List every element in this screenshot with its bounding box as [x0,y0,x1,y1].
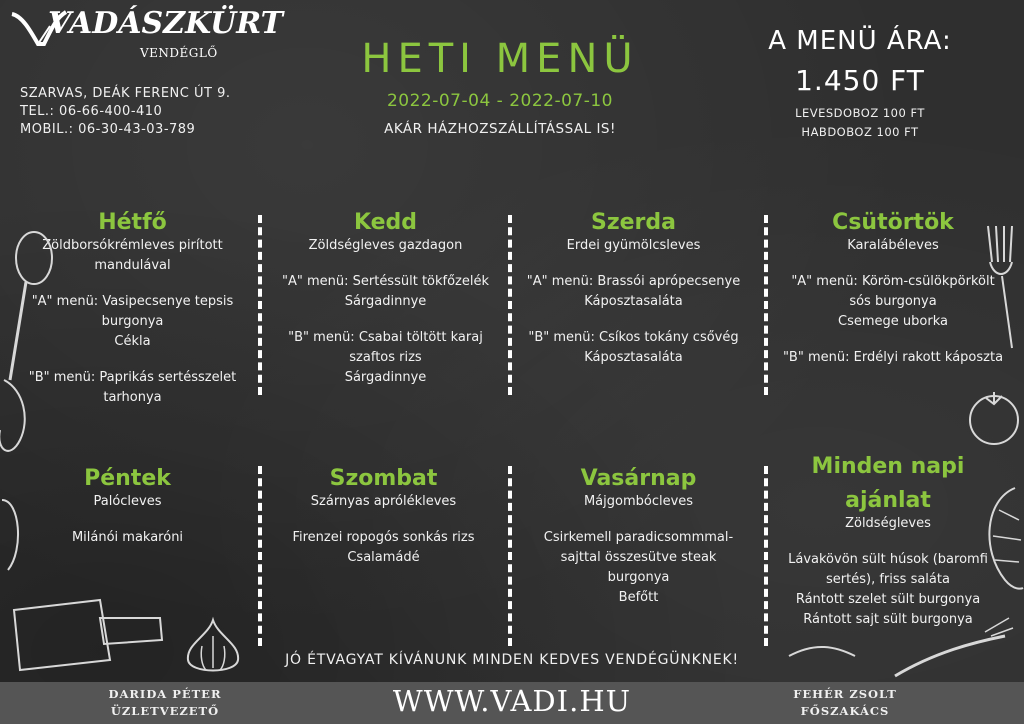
menu-item: Rántott sajt sült burgonya [803,612,973,627]
soup-box-price: LEVESDOBOZ 100 FT [795,106,925,120]
menu-item: Sárgadinnye [344,294,427,309]
menu-item: Rántott szelet sült burgonya [795,592,981,607]
fork-icon [982,222,1024,352]
menu-item: "B" menü: Paprikás sertésszelet [28,370,237,385]
menu-item: Palócleves [93,494,162,509]
menu-item: Csalamádé [347,550,420,565]
address: SZARVAS, DEÁK FERENC ÚT 9. [20,86,231,101]
menu-item: Erdei gyümölcsleves [566,238,701,253]
date-range: 2022-07-04 - 2022-07-10 [386,91,614,111]
day-name: ajánlat [845,488,931,513]
menu-item: "A" menü: Brassói aprópecsenye [526,274,741,289]
mobile: MOBIL.: 06-30-43-03-789 [20,122,196,137]
menu-item: sertés), friss saláta [826,572,950,587]
menu-item: Milánói makaróni [71,530,184,545]
brand-name: VADÁSZKÜRT [48,6,283,41]
page-title: HETI MENÜ [361,36,639,82]
menu-item: burgonya [607,570,670,585]
day-name: Vasárnap [580,466,697,491]
menu-item: Csemege uborka [838,314,948,329]
menu-item: Firenzei ropogós sonkás rizs [292,530,475,545]
menu-item: Szárnyas aprólékleves [310,494,457,509]
price-label: A MENÜ ÁRA: [768,26,952,56]
menu-item: Zöldségleves gazdagon [308,238,463,253]
menu-item: Lávakövön sült húsok (baromfi [788,552,988,567]
phone: TEL.: 06-66-400-410 [20,104,163,119]
closing-message: JÓ ÉTVAGYAT KÍVÁNUNK MINDEN KEDVES VENDÉGÜNKNEK! [285,652,739,668]
spoon-drumstick-illustration [0,230,60,470]
menu-item: Zöldségleves [845,516,931,531]
brand-subtitle: VENDÉGLŐ [140,46,218,60]
sausage-bread-garlic-illustration [0,490,175,680]
day-wednesday [506,210,761,368]
day-saturday [256,466,511,568]
menu-item: Zöldborsókrémleves pirított [42,238,223,253]
day-name: Minden napi [811,454,965,479]
menu-item: "A" menü: Köröm-csülökpörkölt [791,274,995,289]
left-signature [90,686,240,720]
restaurant-logo [8,6,283,76]
column-divider [508,466,512,646]
menu-item: Befőtt [618,590,659,605]
menu-item: "B" menü: Erdélyi rakott káposzta [782,350,1004,365]
day-tuesday [258,210,513,388]
signature-role: FŐSZAKÁCS [800,704,890,718]
menu-item: "A" menü: Vasipecsenye tepsis [31,294,234,309]
website-link[interactable]: WWW.VADI.HU [392,684,632,718]
signature-name: FEHÉR ZSOLT [793,687,897,701]
carrot-chili-illustration [785,612,1015,682]
menu-item: tarhonya [103,390,162,405]
menu-item: Csirkemell paradicsommmal- [543,530,734,545]
column-divider [508,215,512,395]
signature-name: DARIDA PÉTER [108,687,222,701]
day-name: Szombat [329,466,438,491]
menu-item: mandulával [94,258,171,273]
day-name: Péntek [84,466,171,491]
day-name: Kedd [353,210,418,235]
day-name: Szerda [590,210,676,235]
column-divider [258,466,262,646]
foam-box-price: HABDOBOZ 100 FT [801,125,919,139]
menu-item: sajttal összesütve steak [560,550,717,565]
column-divider [764,466,768,646]
column-divider [258,215,262,395]
menu-item: Káposztasaláta [584,350,683,365]
tomato-icon [960,388,1024,448]
price-value: 1.450 FT [795,64,925,97]
delivery-note: AKÁR HÁZHOZSZÁLLÍTÁSSAL IS! [384,121,616,137]
right-signature [770,686,920,720]
menu-item: Sárgadinnye [344,370,427,385]
day-sunday [511,466,766,608]
contact-info [20,85,230,139]
menu-item: Káposztasaláta [584,294,683,309]
menu-item: Cékla [114,334,151,349]
day-name: Csütörtök [832,210,954,235]
menu-item: szaftos rizs [349,350,422,365]
column-divider [764,215,768,395]
menu-item: Karalábéleves [847,238,939,253]
day-name: Hétfő [98,210,167,235]
signature-role: ÜZLETVEZETŐ [110,704,220,718]
menu-item: "A" menü: Sertéssült tökfőzelék [281,274,490,289]
menu-item: "B" menü: Csabai töltött karaj [288,330,483,345]
menu-item: sós burgonya [849,294,937,309]
croissant-icon [975,480,1024,600]
menu-item: Májgombócleves [583,494,694,509]
menu-item: "B" menü: Csíkos tokány csővég [528,330,739,345]
menu-item: burgonya [101,314,164,329]
